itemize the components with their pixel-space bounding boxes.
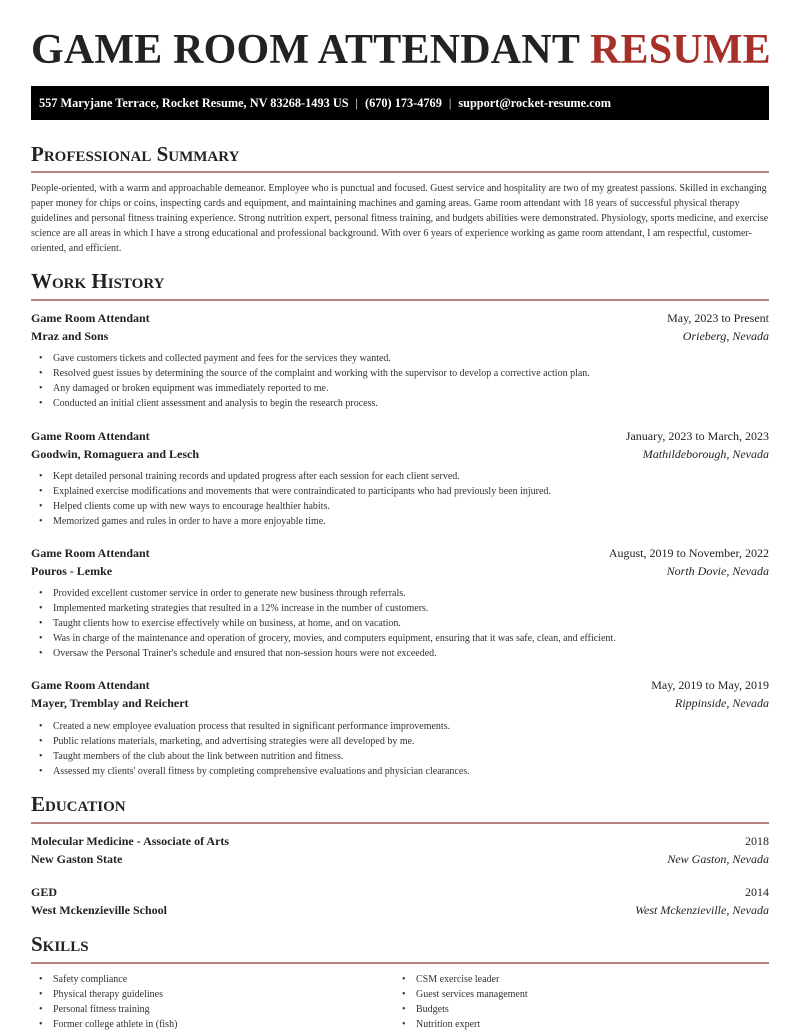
education-school-row: [31, 901, 769, 919]
job-company-row: [31, 445, 769, 463]
job-company-row: [31, 562, 769, 580]
skill-item: • Former college athlete in (fish): [53, 1017, 177, 1032]
list-item: • Kept detailed personal training records and updated progress after each session for each client served.: [53, 469, 551, 484]
skill-item: • Nutrition expert: [416, 1017, 528, 1032]
job-dates: May, 2019 to May, 2019: [651, 678, 769, 692]
job-title: Game Room Attendant: [31, 546, 150, 560]
contact-phone[interactable]: (670) 173-4769: [365, 96, 442, 110]
education-year: 2014: [745, 885, 769, 899]
separator: |: [355, 96, 359, 110]
section-divider: [31, 822, 769, 824]
education-year: 2018: [745, 834, 769, 848]
job-location: Orieberg, Nevada: [682, 329, 769, 343]
education-header: [31, 832, 769, 850]
job-bullets: [53, 469, 551, 529]
section-heading-work: Work History: [31, 269, 165, 293]
list-item: • Memorized games and rules in order to have a more enjoyable time.: [53, 514, 551, 529]
skill-item: • Safety compliance: [53, 972, 177, 987]
job-location: Mathildeborough, Nevada: [642, 447, 769, 461]
job-company: Goodwin, Romaguera and Lesch: [31, 447, 200, 461]
list-item: • Helped clients come up with new ways to encourage healthier habits.: [53, 499, 551, 514]
job-company: Mayer, Tremblay and Reichert: [31, 696, 189, 710]
education-header: [31, 883, 769, 901]
education-school: West Mckenzieville School: [31, 903, 167, 917]
list-item: • Taught clients how to exercise effectively while on business, at home, and on vacation.: [53, 616, 616, 631]
education-school-row: [31, 850, 769, 868]
job-header: [31, 544, 769, 562]
job-company-row: [31, 694, 769, 712]
list-item: • Public relations materials, marketing, and advertising strategies were all developed by me.: [53, 734, 470, 749]
list-item: • Any damaged or broken equipment was immediately reported to me.: [53, 381, 590, 396]
education-location: West Mckenzieville, Nevada: [635, 903, 769, 917]
job-dates: August, 2019 to November, 2022: [608, 546, 769, 560]
section-heading-education: Education: [31, 792, 126, 816]
section-heading-summary: Professional Summary: [31, 142, 240, 166]
resume-title: [31, 28, 771, 72]
contact-email[interactable]: support@rocket-resume.com: [458, 96, 612, 110]
job-title: Game Room Attendant: [31, 678, 150, 692]
list-item: • Implemented marketing strategies that resulted in a 12% increase in the number of customers.: [53, 601, 616, 616]
job-header: [31, 676, 769, 694]
job-company: Pouros - Lemke: [31, 564, 113, 578]
job-bullets: [53, 719, 470, 779]
section-divider: [31, 171, 769, 173]
job-company: Mraz and Sons: [31, 329, 109, 343]
section-divider: [31, 962, 769, 964]
list-item: • Assessed my clients' overall fitness by completing comprehensive evaluations and physician clearances.: [53, 764, 470, 779]
skill-item: • Guest services management: [416, 987, 528, 1002]
job-bullets: [53, 586, 616, 661]
summary-text: People-oriented, with a warm and approachable demeanor. Employee who is punctual and focused. Guest service and hospitality are two of my greatest passions. Skilled in exchanging paper money for chips or coins, inspecting cards and equipment, and maintaining machines and gaming areas. Game room attendant with 18 years of successful physical therapy guidelines and personal fitness training experience. Strong nutrition expert, personal fitness training, and budgets abilities were demonstrated. Physiology, sports medicine, and exercise science are all areas in which I have a strong educational and professional background. With over 6 years of experience working as game room attendant, I am respectful, customer-oriented, and efficient.: [31, 183, 769, 254]
job-company-row: [31, 327, 769, 345]
skills-list-left: [53, 972, 177, 1032]
job-location: North Dovie, Nevada: [666, 564, 769, 578]
list-item: • Explained exercise modifications and movements that were contraindicated to participants who had previously been injured.: [53, 484, 551, 499]
title-accent: RESUME: [590, 27, 771, 73]
job-location: Rippinside, Nevada: [675, 696, 769, 710]
education-location: New Gaston, Nevada: [667, 852, 769, 866]
contact-bar: [31, 86, 769, 120]
section-heading-skills: Skills: [31, 932, 89, 956]
list-item: • Oversaw the Personal Trainer's schedule and ensured that non-session hours were not exceeded.: [53, 646, 616, 661]
list-item: • Created a new employee evaluation process that resulted in significant performance improvements.: [53, 719, 470, 734]
list-item: • Was in charge of the maintenance and operation of grocery, movies, and computers equipment, ensuring that it was safe, clean, and efficient.: [53, 631, 616, 646]
job-dates: January, 2023 to March, 2023: [625, 429, 769, 443]
list-item: • Conducted an initial client assessment and analysis to begin the research process.: [53, 396, 590, 411]
job-dates: May, 2023 to Present: [667, 311, 769, 325]
skill-item: • Budgets: [416, 1002, 528, 1017]
job-title: Game Room Attendant: [31, 311, 150, 325]
education-degree: GED: [31, 885, 58, 899]
list-item: • Gave customers tickets and collected payment and fees for the services they wanted.: [53, 351, 590, 366]
job-header: [31, 309, 769, 327]
title-main: GAME ROOM ATTENDANT: [31, 27, 580, 73]
list-item: • Resolved guest issues by determining the source of the complaint and working with the supervisor to develop a corrective action plan.: [53, 366, 590, 381]
list-item: • Taught members of the club about the link between nutrition and fitness.: [53, 749, 470, 764]
skill-item: • Physical therapy guidelines: [53, 987, 177, 1002]
list-item: • Provided excellent customer service in order to generate new business through referrals.: [53, 586, 616, 601]
skills-list-right: [416, 972, 528, 1032]
separator: |: [448, 96, 452, 110]
contact-address: 557 Maryjane Terrace, Rocket Resume, NV 83268-1493 US: [39, 96, 349, 110]
skill-item: • Personal fitness training: [53, 1002, 177, 1017]
job-title: Game Room Attendant: [31, 429, 150, 443]
education-school: New Gaston State: [31, 852, 123, 866]
education-degree: Molecular Medicine - Associate of Arts: [31, 834, 230, 848]
job-bullets: [53, 351, 590, 411]
section-divider: [31, 299, 769, 301]
job-header: [31, 427, 769, 445]
skill-item: • CSM exercise leader: [416, 972, 528, 987]
